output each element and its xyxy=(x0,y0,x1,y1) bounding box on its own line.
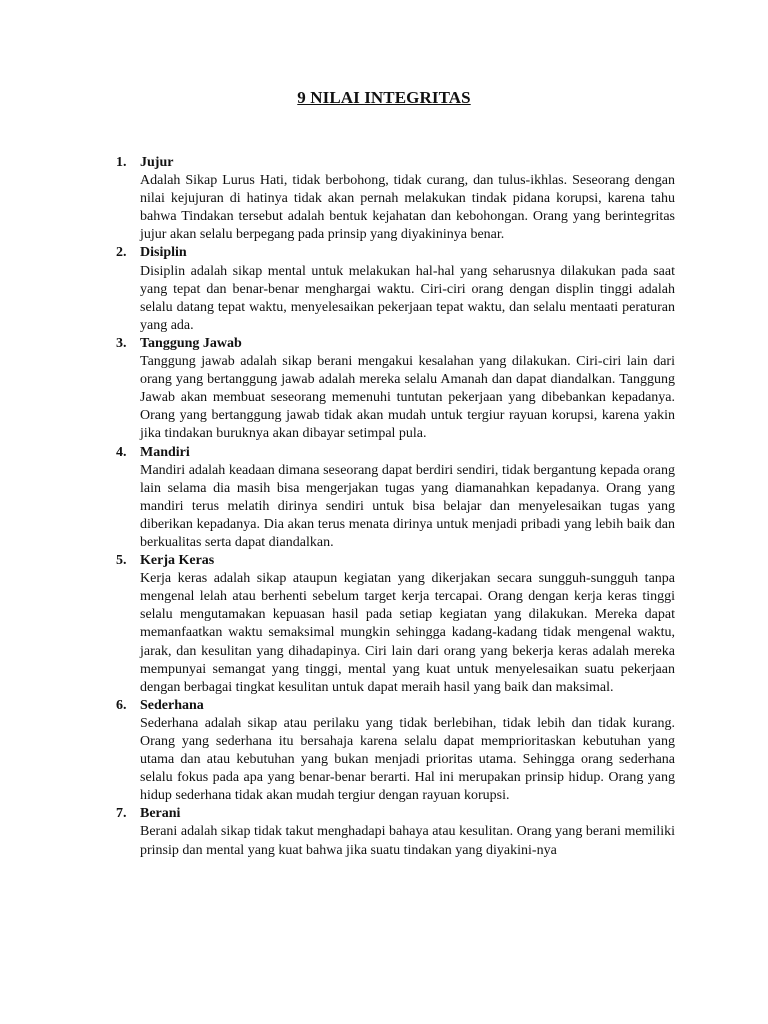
document-title: 9 NILAI INTEGRITAS xyxy=(297,88,471,107)
list-item xyxy=(111,552,675,697)
list-item xyxy=(111,335,675,444)
item-description: Berani adalah sikap tidak takut menghadapi bahaya atau kesulitan. Orang yang berani memiliki prinsip dan mental yang kuat bahwa jika suatu tindakan yang diyakini-nya xyxy=(140,824,675,858)
item-number: 2. xyxy=(116,245,127,261)
item-heading: Berani xyxy=(140,806,181,822)
item-number: 6. xyxy=(116,697,127,713)
item-description: Kerja keras adalah sikap ataupun kegiatan yang dikerjakan secara sungguh-sungguh tanpa mengenal lelah atau berhenti sebelum target kerja tercapai. Orang dengan kerja keras tinggi selalu mengutamakan kepuasan hasil pada setiap kegiatan yang dilakukan. Mereka dapat memanfaatkan waktu semaksimal mungkin sehingga kadang-kadang tidak mengenal waktu, jarak, dan kesulitan yang dihadapinya. Ciri lain dari orang yang bekerja keras adalah mereka mempunyai semangat yang tinggi, mental yang kuat untuk menyelesaikan suatu pekerjaan dengan berbagai tingkat kesulitan untuk dapat meraih hasil yang baik dan maksimal. xyxy=(140,571,675,695)
item-description: Adalah Sikap Lurus Hati, tidak berbohong, tidak curang, dan tulus-ikhlas. Seseorang dengan nilai kejujuran di hatinya tidak akan pernah melakukan tindak pidana korupsi, karena tahu bahwa Tindakan tersebut adalah bentuk kejahatan dan kebohongan. Orang yang berintegritas jujur akan selalu berpegang pada prinsip yang diyakininya benar. xyxy=(140,173,675,243)
list-item xyxy=(111,444,675,553)
item-number: 1. xyxy=(116,155,127,170)
item-number: 3. xyxy=(116,335,127,351)
item-description: Sederhana adalah sikap atau perilaku yang tidak berlebihan, tidak lebih dan tidak kurang. Orang yang sederhana itu bersahaja karena selalu dapat memprioritaskan kebutuhan yang utama dan atau kebutuhan yang bukan menjadi prioritas utama. Sehingga orang sederhana selalu fokus pada apa yang benar-benar berarti. Hal ini merupakan prinsip hidup. Orang yang hidup sederhana tidak akan mudah tergiur dengan rayuan korupsi. xyxy=(140,715,675,804)
list-item xyxy=(111,805,675,859)
list-item xyxy=(111,697,675,806)
item-number: 5. xyxy=(116,553,127,569)
item-description: Tanggung jawab adalah sikap berani mengakui kesalahan yang dilakukan. Ciri-ciri lain dari orang yang bertanggung jawab adalah mereka selalu Amanah dan dapat diandalkan. Tanggung Jawab akan membuat seseorang memenuhi tuntutan pekerjaan yang dibebankan kepadanya. Orang yang bertanggung jawab tidak akan mudah untuk tergiur rayuan korupsi, karena yakin jika tindakan buruknya akan dibayar setimpal pula. xyxy=(140,354,675,442)
list-item xyxy=(111,154,675,244)
item-heading: Tanggung Jawab xyxy=(140,335,242,351)
item-number: 7. xyxy=(116,806,127,822)
item-heading: Disiplin xyxy=(140,245,187,261)
item-heading: Mandiri xyxy=(140,444,190,460)
item-description: Disiplin adalah sikap mental untuk melakukan hal-hal yang seharusnya dilakukan pada saat yang tepat dan benar-benar menghargai waktu. Ciri-ciri orang dengan displin tinggi adalah selalu datang tepat waktu, menyelesaikan pekerjaan tepat waktu, dan selalu mentaati peraturan yang ada. xyxy=(140,263,675,333)
integrity-values-list xyxy=(111,154,675,860)
item-number: 4. xyxy=(116,444,127,460)
item-heading: Kerja Keras xyxy=(140,553,215,569)
list-item xyxy=(111,244,675,334)
item-heading: Sederhana xyxy=(140,697,204,713)
item-description: Mandiri adalah keadaan dimana seseorang dapat berdiri sendiri, tidak bergantung kepada orang lain selama dia masih bisa mengerjakan tugas yang diamanahkan kepadanya. Orang yang mandiri terus melatih dirinya sendiri untuk bisa belajar dan menyelesaikan tugas yang diberikan kepadanya. Dia akan terus menata dirinya untuk menjadi pribadi yang lebih baik dan berkualitas serta dapat diandalkan. xyxy=(140,462,675,550)
item-heading: Jujur xyxy=(140,155,174,170)
